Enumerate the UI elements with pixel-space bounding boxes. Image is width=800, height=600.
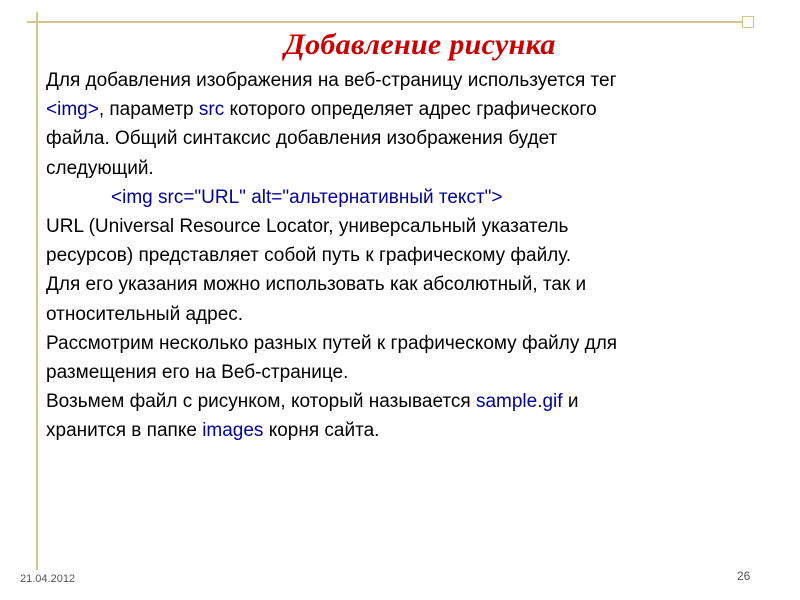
- slide-body: [46, 66, 791, 446]
- img-tag-code: <img>: [46, 99, 99, 121]
- body-text-fragment: Возьмем файл с рисунком, который называется: [46, 391, 476, 413]
- body-line-1: Для добавления изображения на веб-страницу используется тег: [46, 70, 617, 91]
- body-line-11: размещения его на Веб-странице.: [46, 362, 349, 384]
- body-line-6: URL (Universal Resource Locator, универсальный указатель: [46, 216, 569, 238]
- frame-corner-square: [742, 16, 754, 28]
- slide-title: Добавление рисунка: [284, 28, 556, 61]
- body-line-12: [46, 387, 791, 416]
- body-line-9: относительный адрес.: [46, 303, 244, 325]
- folder-name-code: images: [202, 420, 264, 442]
- src-attr-code: src: [198, 99, 225, 121]
- page-number: 26: [737, 569, 751, 583]
- body-line-13: [46, 416, 791, 445]
- body-line-2: [46, 95, 791, 124]
- body-line-4: следующий.: [46, 157, 154, 179]
- filename-code: sample.gif: [475, 391, 563, 413]
- body-line-7: ресурсов) представляет собой путь к графическому файлу.: [46, 245, 572, 267]
- body-text-fragment: корня сайта.: [263, 420, 380, 442]
- slide-frame-top-line: [27, 21, 750, 23]
- body-text-fragment: хранится в папке: [46, 420, 203, 442]
- body-line-8: Для его указания можно использовать как абсолютный, так и: [46, 274, 587, 296]
- body-line-10: Рассмотрим несколько разных путей к графическому файлу для: [46, 332, 618, 354]
- body-line-3: файла. Общий синтаксис добавления изображения будет: [46, 128, 558, 150]
- footer-date: 21.04.2012: [20, 573, 76, 585]
- body-text-fragment: которого определяет адрес графического: [224, 99, 597, 121]
- body-text-fragment: и: [562, 391, 579, 413]
- body-text-fragment: , параметр: [98, 99, 199, 121]
- slide-frame-left-line: [36, 12, 38, 570]
- img-syntax-example: <img src="URL" alt="альтернативный текст">: [111, 186, 503, 208]
